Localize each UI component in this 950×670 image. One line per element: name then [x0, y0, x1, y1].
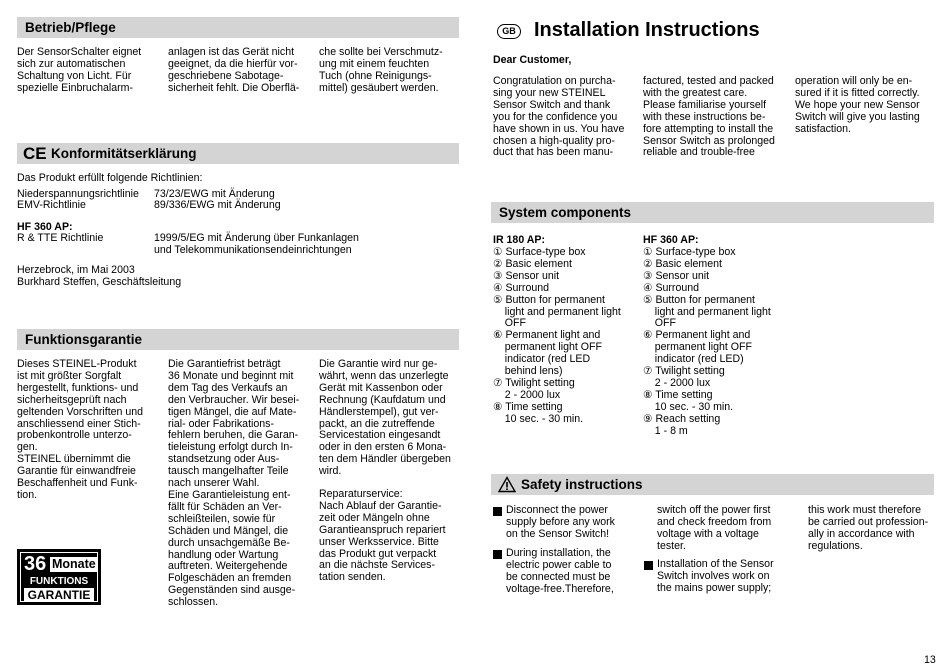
intro-col3: operation will only be en- sured if it is fitted correctly. We hope your new Sensor Switch will give you lasting satisfaction. — [795, 75, 920, 135]
section-heading-funktionsgarantie: Funktionsgarantie — [17, 329, 459, 350]
betrieb-col1: Der SensorSchalter eignet sich zur automatischen Schaltung von Licht. Für spezielle Einbruchalarm- — [17, 46, 142, 94]
betrieb-col3: che sollte bei Verschmutz- ung mit einem feuchten Tuch (ohne Reinigungs- mittel) gesäubert werden. — [319, 46, 443, 94]
section-heading-system: System components — [491, 202, 934, 223]
bullet-square-icon — [644, 561, 653, 570]
rtte-name: R & TTE Richtlinie — [17, 232, 104, 244]
directive-name-1: Niederspannungsrichtlinie — [17, 188, 139, 200]
safety-col3-text: this work must therefore be carried out profession- ally in accordance with regulations. — [808, 504, 929, 552]
intro-col2: factured, tested and packed with the greatest care. Please familiarise yourself with these instructions be- fore attempting to install the Sensor Switch as prolonged reliable and trouble-free — [643, 75, 775, 159]
ir180-title: IR 180 AP: — [493, 234, 546, 246]
stamp-monate: Monate — [52, 557, 96, 571]
safety-bullet-3: Installation of the Sensor Switch involves work on the mains power supply; — [657, 558, 774, 594]
section-heading-betrieb: Betrieb/Pflege — [17, 17, 459, 38]
rtte-value: 1999/5/EG mit Änderung über Funkanlagen und Telekommunikationsendeinrichtungen — [154, 232, 359, 256]
directive-value-2: 89/336/EWG mit Änderung — [154, 199, 281, 211]
signoff: Herzebrock, im Mai 2003 Burkhard Steffen, Geschäftsleitung — [17, 264, 182, 288]
garantie-col2: Die Garantiefrist beträgt 36 Monate und beginnt mit dem Tag des Verkaufs an den Verbraucher. Wir besei- tigen Mängel, die auf Mate- rial- oder Fabrikations- fehlern beruhen, die Garan- tieleistung erfolgt durch In- standsetzung oder Aus- tausch mangelhafter Teile nach unserer Wahl. Eine Garantieleistung ent- fällt für Schäden an Ver- schleißteilen, sowie für Schäden und Mängel, die durch unsachgemäße Be- handlung oder Wartung auftreten. Weitergehende Folgeschäden an fremden Gegenständen sind ausge- schlossen. — [168, 358, 300, 609]
warning-triangle-icon — [498, 476, 516, 493]
page-number: 13 — [924, 654, 936, 666]
hf360-components-title: HF 360 AP: — [643, 234, 699, 246]
konformitaet-intro: Das Produkt erfüllt folgende Richtlinien: — [17, 172, 203, 184]
bullet-square-icon — [493, 550, 502, 559]
directive-name-2: EMV-Richtlinie — [17, 199, 86, 211]
intro-col1: Congratulation on purcha- sing your new STEINEL Sensor Switch and thank you for the confidence you have shown in us. You have chosen a high-quality pro- duct that has been manu- — [493, 75, 625, 159]
stamp-garantie: GARANTIE — [24, 588, 94, 602]
bullet-square-icon — [493, 507, 502, 516]
greeting: Dear Customer, — [493, 54, 572, 66]
safety-bullet-1: Disconnect the power supply before any work on the Sensor Switch! — [506, 504, 615, 540]
page-title: Installation Instructions — [534, 19, 760, 41]
section-heading-safety — [491, 474, 934, 495]
garantie-col1: Dieses STEINEL-Produkt ist mit größter Sorgfalt hergestellt, funktions- und sicherheitsgeprüft nach geltenden Vorschriften und anschliessend einer Stich- probenkontrolle unterzo- gen. STEINEL übernimmt die Garantie für einwandfreie Beschaffenheit und Funk- tion. — [17, 358, 144, 501]
hf360-components: ① Surface-type box ② Basic element ③ Sensor unit ④ Surround ⑤ Button for permanent light and permanent light OFF ⑥ Permanent light and permanent light OFF indicator (red LED) ⑦ Twilight setting 2 - 2000 lux ⑧ Time setting 10 sec. - 30 min. ⑨ Reach setting 1 - 8 m — [643, 246, 771, 437]
betrieb-col2: anlagen ist das Gerät nicht geeignet, da die hierfür vor- geschriebene Sabotage- sicherheit fehlt. Die Oberflä- — [168, 46, 300, 94]
konformitaet-heading-label: Konformitätserklärung — [51, 146, 197, 161]
safety-heading-label: Safety instructions — [521, 477, 643, 492]
safety-bullet-2: During installation, the electric power cable to be connected must be voltage-free.Therefore, — [506, 547, 614, 595]
garantie-col3b: Reparaturservice: Nach Ablauf der Garantie- zeit oder Mängeln ohne Garantieanspruch repariert unser Werksservice. Bitte das Produkt gut verpackt an die nächste Services- tation senden. — [319, 488, 446, 584]
ce-mark-icon: CE — [23, 144, 47, 163]
section-heading-konformitaet — [17, 143, 459, 164]
stamp-funktions: FUNKTIONS — [29, 576, 89, 587]
ir180-components: ① Surface-type box ② Basic element ③ Sensor unit ④ Surround ⑤ Button for permanent light and permanent light OFF ⑥ Permanent light and permanent light OFF indicator (red LED behind lens) ⑦ Twilight setting 2 - 2000 lux ⑧ Time setting 10 sec. - 30 min. — [493, 246, 621, 425]
stamp-number: 36 — [24, 553, 47, 575]
hf360-title: HF 360 AP: — [17, 221, 73, 233]
garantie-col3a: Die Garantie wird nur ge- währt, wenn das unzerlegte Gerät mit Kassenbon oder Rechnung (Kaufdatum und Händlerstempel), gut ver- packt, an die zutreffende Servicestation eingesandt oder in den ersten 6 Mona- ten dem Händler übergeben wird. — [319, 358, 451, 478]
gb-language-badge: GB — [497, 24, 521, 39]
safety-col2-text: switch off the power first and check freedom from voltage with a voltage tester. — [657, 504, 772, 552]
directive-value-1: 73/23/EWG mit Änderung — [154, 188, 275, 200]
garantie-stamp — [17, 549, 101, 605]
